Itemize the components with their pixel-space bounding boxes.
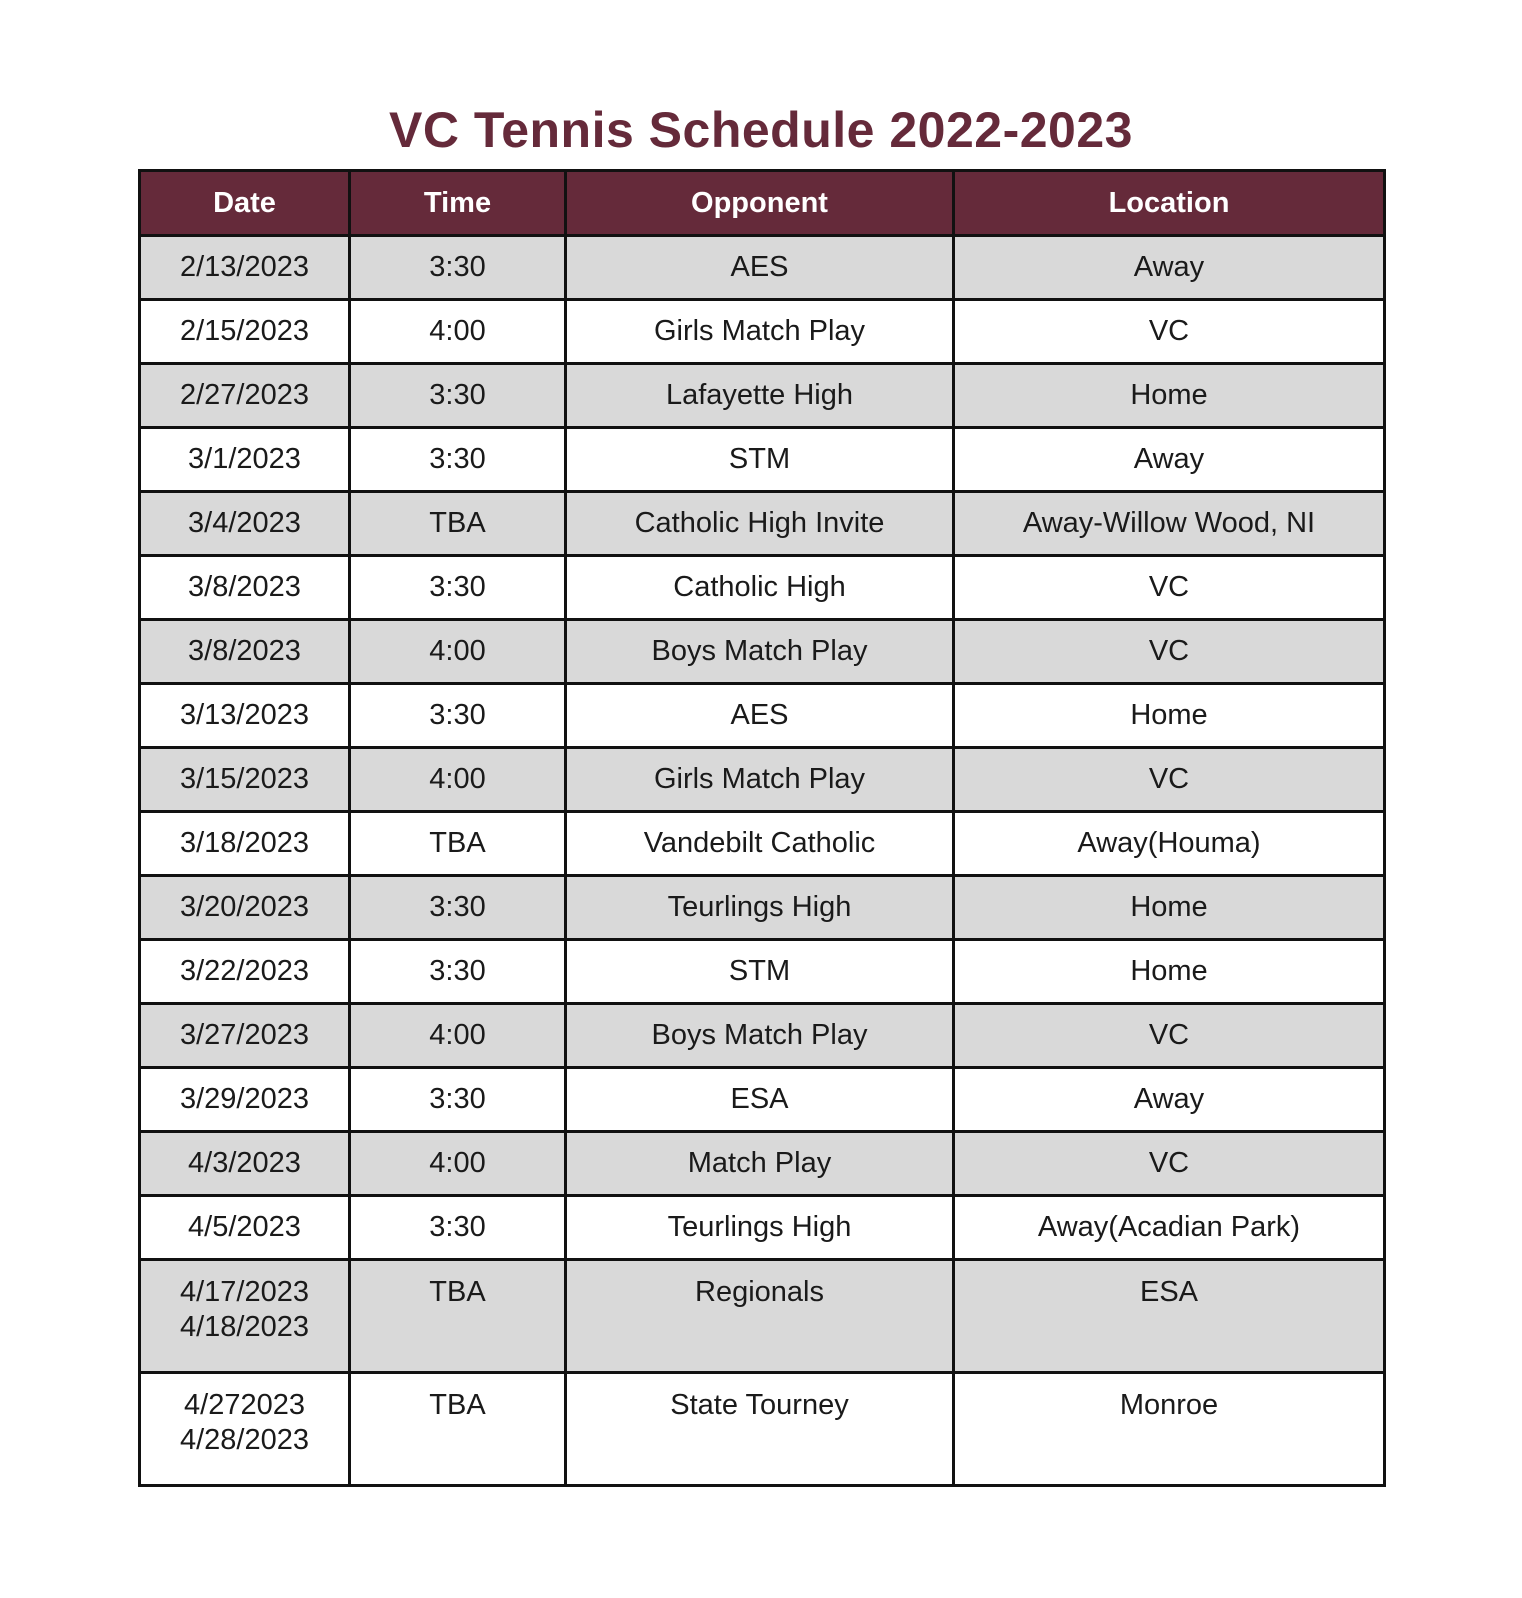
time-cell: 3:30	[350, 876, 566, 940]
time-cell: 4:00	[350, 1004, 566, 1068]
location-cell: Home	[954, 364, 1385, 428]
time-cell: TBA	[350, 1373, 566, 1486]
date-cell: 3/29/2023	[140, 1068, 350, 1132]
location-cell: Monroe	[954, 1373, 1385, 1486]
opponent-cell: Boys Match Play	[566, 1004, 954, 1068]
location-cell: VC	[954, 1132, 1385, 1196]
opponent-cell: Catholic High	[566, 556, 954, 620]
date-cell: 3/20/2023	[140, 876, 350, 940]
date-cell: 3/8/2023	[140, 556, 350, 620]
location-cell: Away	[954, 428, 1385, 492]
date-cell: 3/18/2023	[140, 812, 350, 876]
time-cell: 4:00	[350, 748, 566, 812]
location-cell: Away(Houma)	[954, 812, 1385, 876]
table-row	[140, 364, 1385, 428]
location-cell: Home	[954, 940, 1385, 1004]
column-header-opponent: Opponent	[566, 171, 954, 236]
table-row	[140, 428, 1385, 492]
opponent-cell: Vandebilt Catholic	[566, 812, 954, 876]
table-row	[140, 1132, 1385, 1196]
table-row	[140, 300, 1385, 364]
table-row	[140, 940, 1385, 1004]
opponent-cell: Catholic High Invite	[566, 492, 954, 556]
time-cell: 3:30	[350, 684, 566, 748]
column-header-location: Location	[954, 171, 1385, 236]
opponent-cell: Lafayette High	[566, 364, 954, 428]
table-row	[140, 556, 1385, 620]
location-cell: VC	[954, 556, 1385, 620]
table-row	[140, 876, 1385, 940]
column-header-time: Time	[350, 171, 566, 236]
date-cell: 3/15/2023	[140, 748, 350, 812]
location-cell: ESA	[954, 1260, 1385, 1373]
opponent-cell: AES	[566, 684, 954, 748]
time-cell: 3:30	[350, 236, 566, 300]
opponent-cell: Teurlings High	[566, 876, 954, 940]
time-cell: 3:30	[350, 1068, 566, 1132]
location-cell: VC	[954, 620, 1385, 684]
opponent-cell: STM	[566, 940, 954, 1004]
date-cell: 3/8/2023	[140, 620, 350, 684]
schedule-table	[138, 169, 1386, 1487]
date-cell: 2/27/2023	[140, 364, 350, 428]
date-start: 4/17/2023	[179, 1276, 309, 1308]
date-start: 4/272023	[184, 1389, 305, 1421]
location-cell: Away(Acadian Park)	[954, 1196, 1385, 1260]
opponent-cell: Boys Match Play	[566, 620, 954, 684]
opponent-cell: AES	[566, 236, 954, 300]
time-cell: 3:30	[350, 940, 566, 1004]
time-cell: TBA	[350, 1260, 566, 1373]
date-end: 4/28/2023	[179, 1424, 309, 1456]
location-cell: VC	[954, 1004, 1385, 1068]
opponent-cell: Match Play	[566, 1132, 954, 1196]
table-row	[140, 1068, 1385, 1132]
time-cell: TBA	[350, 492, 566, 556]
time-cell: TBA	[350, 812, 566, 876]
time-cell: 4:00	[350, 1132, 566, 1196]
opponent-cell: Girls Match Play	[566, 300, 954, 364]
date-cell: 3/4/2023	[140, 492, 350, 556]
time-cell: 3:30	[350, 428, 566, 492]
time-cell: 3:30	[350, 364, 566, 428]
table-row	[140, 684, 1385, 748]
table-row	[140, 1373, 1385, 1486]
date-cell: 4/5/2023	[140, 1196, 350, 1260]
date-cell	[140, 1373, 350, 1486]
date-cell: 3/27/2023	[140, 1004, 350, 1068]
opponent-cell: ESA	[566, 1068, 954, 1132]
table-row	[140, 1004, 1385, 1068]
opponent-cell: STM	[566, 428, 954, 492]
table-row	[140, 492, 1385, 556]
date-cell: 4/3/2023	[140, 1132, 350, 1196]
time-cell: 3:30	[350, 556, 566, 620]
opponent-cell: Teurlings High	[566, 1196, 954, 1260]
location-cell: VC	[954, 748, 1385, 812]
time-cell: 3:30	[350, 1196, 566, 1260]
table-row	[140, 1196, 1385, 1260]
opponent-cell: Regionals	[566, 1260, 954, 1373]
table-row	[140, 620, 1385, 684]
table-row	[140, 812, 1385, 876]
column-header-date: Date	[140, 171, 350, 236]
date-cell	[140, 1260, 350, 1373]
date-cell: 2/13/2023	[140, 236, 350, 300]
table-row	[140, 748, 1385, 812]
location-cell: Home	[954, 684, 1385, 748]
date-cell: 2/15/2023	[140, 300, 350, 364]
opponent-cell: Girls Match Play	[566, 748, 954, 812]
location-cell: Away	[954, 236, 1385, 300]
date-cell: 3/1/2023	[140, 428, 350, 492]
opponent-cell: State Tourney	[566, 1373, 954, 1486]
date-end: 4/18/2023	[179, 1311, 309, 1343]
location-cell: Away-Willow Wood, NI	[954, 492, 1385, 556]
time-cell: 4:00	[350, 620, 566, 684]
page-title: VC Tennis Schedule 2022-2023	[389, 102, 1133, 158]
table-row	[140, 1260, 1385, 1373]
date-cell: 3/13/2023	[140, 684, 350, 748]
time-cell: 4:00	[350, 300, 566, 364]
location-cell: Away	[954, 1068, 1385, 1132]
date-cell: 3/22/2023	[140, 940, 350, 1004]
location-cell: VC	[954, 300, 1385, 364]
table-row	[140, 236, 1385, 300]
table-header-row	[140, 171, 1385, 236]
location-cell: Home	[954, 876, 1385, 940]
